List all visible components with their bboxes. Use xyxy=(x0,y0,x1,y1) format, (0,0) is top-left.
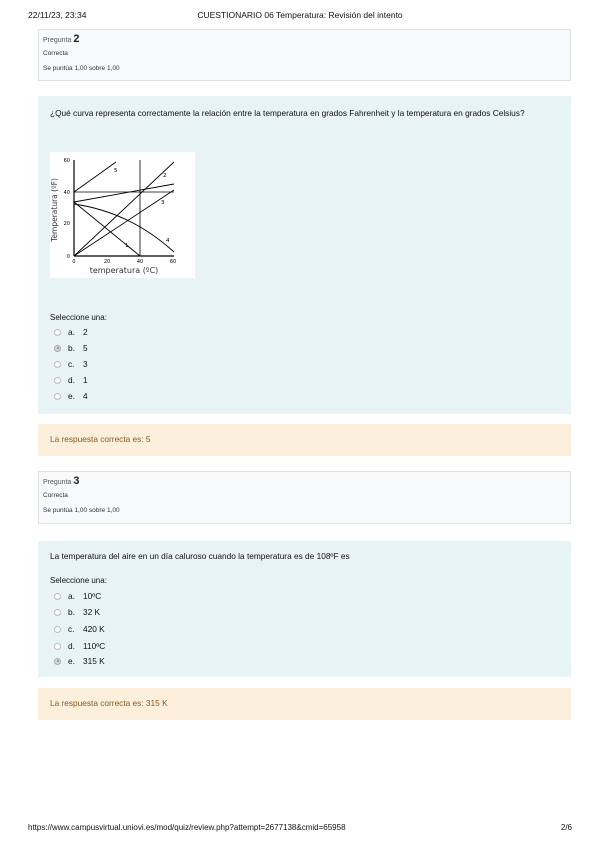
answer-option[interactable] xyxy=(54,326,88,338)
option-letter: c. xyxy=(68,624,75,634)
question-3-info xyxy=(38,471,571,524)
question-2-content xyxy=(38,96,571,414)
question-number: Pregunta 3 xyxy=(43,475,80,487)
radio-button[interactable] xyxy=(54,329,61,336)
option-value: 3 xyxy=(83,359,88,369)
answer-option[interactable] xyxy=(54,342,88,354)
curve-label: 1 xyxy=(125,243,129,249)
x-tick: 40 xyxy=(136,259,144,265)
option-value: 315 K xyxy=(83,656,105,666)
question-3-content xyxy=(38,541,571,677)
select-prompt: Seleccione una: xyxy=(50,313,107,322)
temperature-graph xyxy=(50,152,195,278)
y-tick: 60 xyxy=(63,158,70,164)
print-page-title: CUESTIONARIO 06 Temperatura: Revisión del intento xyxy=(197,10,403,20)
answer-option[interactable] xyxy=(54,374,88,386)
option-value: 10ºC xyxy=(83,591,102,601)
x-tick: 20 xyxy=(103,259,111,265)
x-axis-label: temperatura (ºC) xyxy=(89,266,159,275)
answer-option[interactable] xyxy=(54,590,101,602)
answer-option[interactable] xyxy=(54,640,105,652)
option-value: 1 xyxy=(83,375,88,385)
y-tick: 20 xyxy=(63,221,70,227)
question-2-info xyxy=(38,29,571,81)
correct-answer-text: La respuesta correcta es: 5 xyxy=(50,434,151,444)
question-2-feedback xyxy=(38,424,571,456)
option-letter: d. xyxy=(68,641,75,651)
option-value: 420 K xyxy=(83,624,105,634)
correct-answer-text: La respuesta correcta es: 315 K xyxy=(50,698,168,708)
answer-option[interactable] xyxy=(54,623,105,635)
question-state: Correcta xyxy=(43,492,68,499)
option-letter: e. xyxy=(68,656,75,666)
radio-button[interactable] xyxy=(54,593,61,600)
select-prompt: Seleccione una: xyxy=(50,576,107,585)
radio-button[interactable] xyxy=(54,643,61,650)
option-value: 5 xyxy=(83,343,88,353)
answer-option[interactable] xyxy=(54,358,88,370)
question-state: Correcta xyxy=(43,50,68,57)
curve-label: 5 xyxy=(114,168,118,174)
radio-button[interactable] xyxy=(54,377,61,384)
radio-button-selected[interactable] xyxy=(54,658,61,665)
option-value: 32 K xyxy=(83,607,101,617)
option-letter: b. xyxy=(68,607,75,617)
question-grade: Se puntúa 1,00 sobre 1,00 xyxy=(43,65,120,72)
question-grade: Se puntúa 1,00 sobre 1,00 xyxy=(43,507,120,514)
question-3-feedback xyxy=(38,688,571,720)
curve-label: 4 xyxy=(166,238,170,244)
option-value: 110ºC xyxy=(83,641,106,651)
option-letter: b. xyxy=(68,343,75,353)
option-letter: a. xyxy=(68,591,75,601)
option-letter: a. xyxy=(68,327,75,337)
curve-label: 2 xyxy=(163,173,167,179)
question-text: ¿Qué curva representa correctamente la relación entre la temperatura en grados Fahrenheit y la temperatura en grados Celsius? xyxy=(50,108,525,118)
option-letter: d. xyxy=(68,375,75,385)
option-value: 4 xyxy=(83,391,88,401)
curve-label: 3 xyxy=(161,200,165,206)
radio-button[interactable] xyxy=(54,609,61,616)
graph-svg xyxy=(50,152,195,278)
answer-option[interactable] xyxy=(54,606,100,618)
option-value: 2 xyxy=(83,327,88,337)
question-text: La temperatura del aire en un día caluroso cuando la temperatura es de 108ºF es xyxy=(50,551,350,561)
print-datetime: 22/11/23, 23:34 xyxy=(28,10,87,20)
page-number: 2/6 xyxy=(560,823,572,832)
radio-button[interactable] xyxy=(54,626,61,633)
radio-button-selected[interactable] xyxy=(54,345,61,352)
y-axis-label: Temperatura (ºF) xyxy=(50,178,59,242)
question-number: Pregunta 2 xyxy=(43,33,80,45)
print-url: https://www.campusvirtual.uniovi.es/mod/quiz/review.php?attempt=2677138&cmid=65958 xyxy=(28,823,346,832)
y-tick: 40 xyxy=(63,190,70,196)
option-letter: c. xyxy=(68,359,75,369)
radio-button[interactable] xyxy=(54,393,61,400)
y-tick: 0 xyxy=(66,254,70,260)
x-tick: 60 xyxy=(169,259,177,265)
answer-option[interactable] xyxy=(54,390,88,402)
answer-option[interactable] xyxy=(54,655,105,667)
radio-button[interactable] xyxy=(54,361,61,368)
option-letter: e. xyxy=(68,391,75,401)
x-tick: 0 xyxy=(72,259,76,265)
